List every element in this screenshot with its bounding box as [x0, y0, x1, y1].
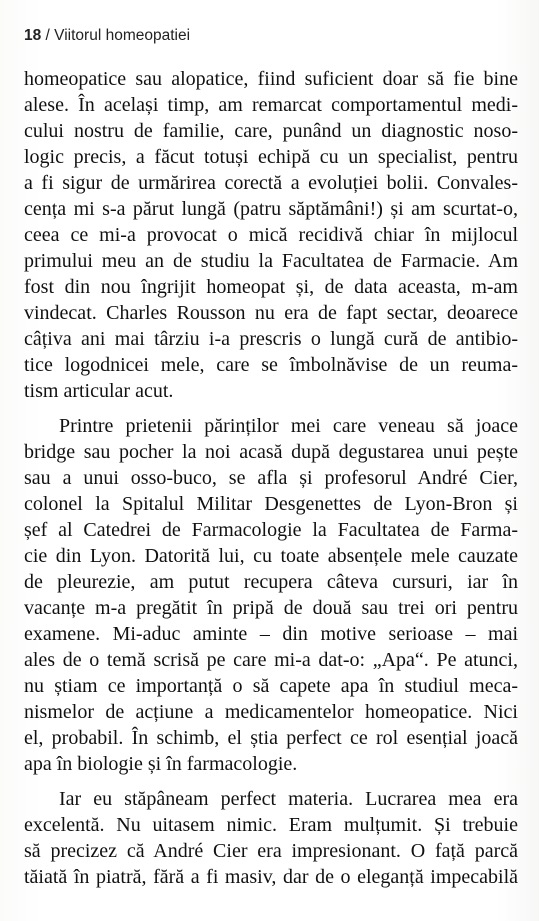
running-head: [24, 27, 190, 45]
text-line: fost din nou îngrijit homeopat și, de data aceasta, m-am: [24, 276, 518, 298]
text-line: cie din Lyon. Datorită lui, cu toate absențele mele cauzate: [24, 545, 518, 567]
text-line: ales de o temă scrisă pe care mi-a dat-o: „Apa“. Pe atunci,: [24, 649, 518, 671]
text-line: tăiată în piatră, fără a fi masiv, dar de o eleganță impecabilă: [24, 866, 518, 888]
text-line: câțiva ani mai târziu i-a prescris o lungă cură de antibio-: [24, 328, 518, 350]
text-line: excelentă. Nu uitasem nimic. Eram mulțumit. Și trebuie: [24, 814, 518, 836]
text-line: logic precis, a făcut totuși echipă cu un specialist, pentru: [24, 146, 518, 168]
text-line: tice logodnicei mele, care se îmbolnăvise de un reuma-: [24, 354, 518, 376]
text-line: bridge sau pocher la noi acasă după degustarea unui pește: [24, 441, 518, 463]
text-line: ceea ce mi-a provocat o mică recidivă chiar în mijlocul: [24, 224, 518, 246]
text-line: vindecat. Charles Rousson nu era de fapt sectar, deoarece: [24, 302, 518, 324]
text-line: examene. Mi-aduc aminte – din motive serioase – mai: [24, 623, 518, 645]
text-line: șef al Catedrei de Farmacologie la Facultatea de Farma-: [24, 519, 518, 541]
text-line: să precizez că André Cier era impresionant. O față parcă: [24, 840, 518, 862]
running-head-title: Viitorul homeopatiei: [54, 27, 191, 44]
text-line: cența mi s-a părut lungă (patru săptămâni!) și am scurtat-o,: [24, 198, 518, 220]
paragraph-first-line: Iar eu stăpâneam perfect materia. Lucrarea mea era: [59, 788, 518, 810]
text-line: nismelor de acțiune a medicamentelor homeopatice. Nici: [24, 701, 518, 723]
text-line: tism articular acut.: [24, 380, 174, 402]
text-line: de pleurezie, am putut recupera câteva cursuri, iar în: [24, 571, 518, 593]
text-line: el, probabil. În schimb, el știa perfect ce rol esențial joacă: [24, 727, 518, 749]
page-number: 18: [24, 27, 42, 44]
text-line: alese. În același timp, am remarcat comportamentul medi-: [24, 94, 518, 116]
text-line: primului meu an de studiu la Facultatea de Farmacie. Am: [24, 250, 518, 272]
text-line: nu știam ce importanță o să capete apa în studiul meca-: [24, 675, 518, 697]
text-line: sau a unui osso-buco, se afla și profesorul André Cier,: [24, 467, 518, 489]
text-line: apa în biologie și în farmacologie.: [24, 753, 298, 775]
running-head-separator: /: [41, 27, 55, 44]
text-line: cului nostru de familie, care, punând un diagnostic noso-: [24, 120, 518, 142]
text-line: homeopatice sau alopatice, fiind suficient doar să fie bine: [24, 68, 518, 90]
text-line: a fi sigur de urmărirea corectă a evoluției bolii. Convales-: [24, 172, 518, 194]
paragraph-first-line: Printre prietenii părinților mei care veneau să joace: [59, 415, 518, 437]
text-line: colonel la Spitalul Militar Desgenettes de Lyon-Bron și: [24, 493, 518, 515]
text-line: vacanțe m-a pregătit în pripă de două sau trei ori pentru: [24, 597, 518, 619]
